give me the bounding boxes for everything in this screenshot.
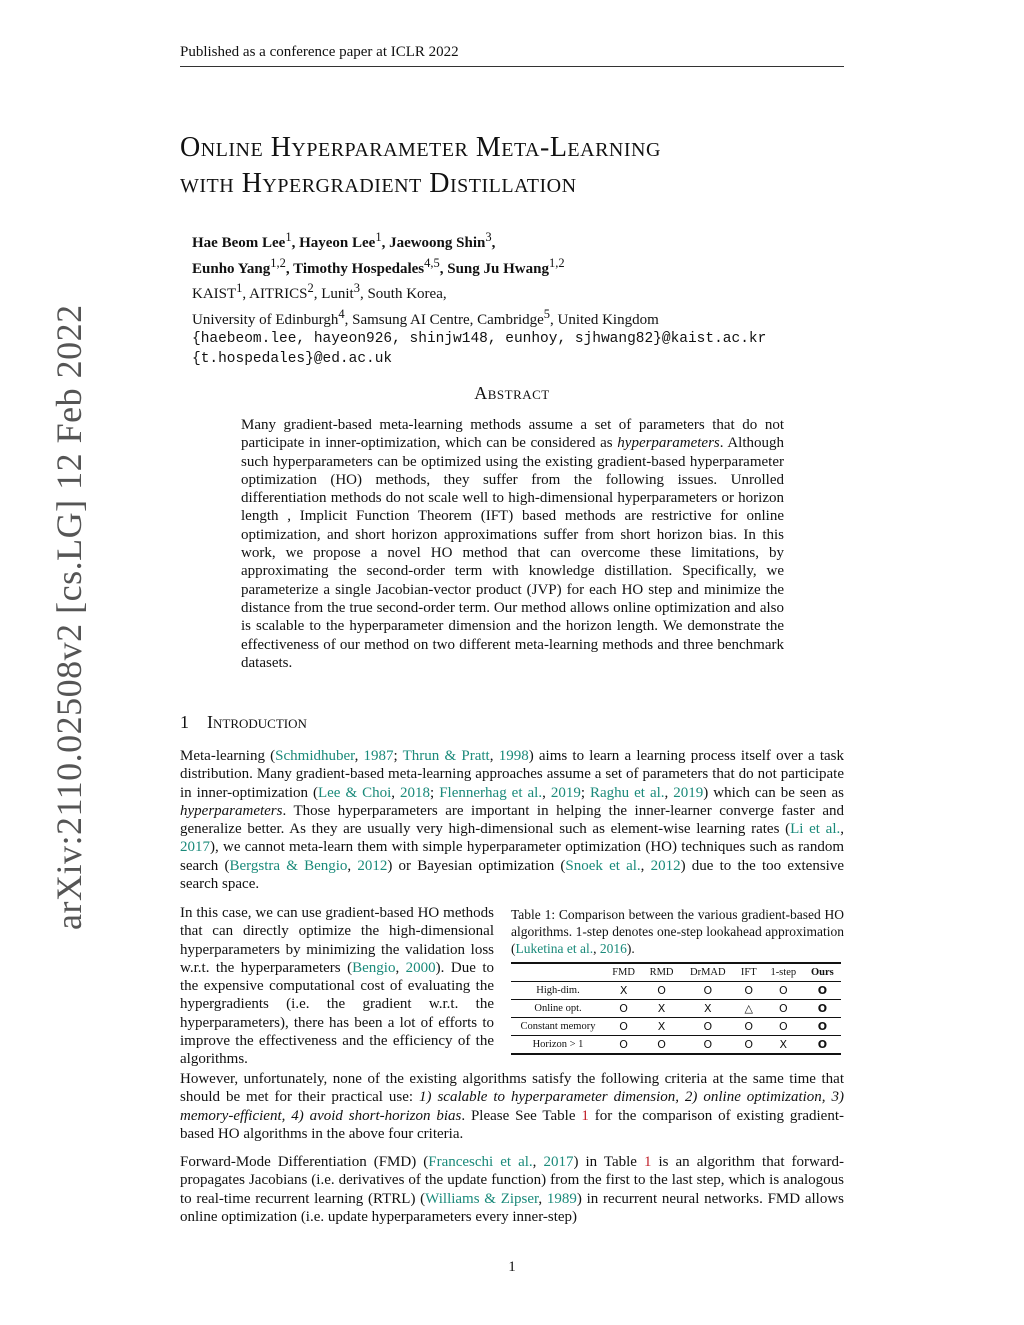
affiliation-line-1: KAIST$^1$, AITRICS$^2$, Lunit$^3$, South Korea, — [192, 281, 447, 302]
affiliation-location: United Kingdom — [557, 311, 659, 328]
citation-link[interactable]: Snoek et al. — [565, 857, 641, 874]
arxiv-stamp: arXiv:2110.02508v2 [cs.LG] 12 Feb 2022 — [49, 304, 89, 930]
author-sup: 1,2 — [548, 255, 565, 270]
table-row — [511, 1036, 841, 1055]
table-cell: X — [657, 1020, 666, 1033]
row-label: High-dim. — [536, 985, 580, 996]
citation-link[interactable]: Flennerhag et al. — [439, 784, 543, 801]
abstract-heading: Abstract — [474, 383, 550, 403]
table-cell: O — [703, 1038, 713, 1051]
citation-link[interactable]: 1998 — [498, 748, 529, 764]
section-heading — [180, 712, 307, 733]
section-number: 1 — [180, 712, 189, 732]
table-cell: O — [778, 1002, 788, 1015]
author-name: Timothy Hospedales — [293, 260, 425, 277]
abstract-part: Many gradient-based meta-learning methods assume a set of parameters that do not participate in inner-optimization, which can be considered as — [241, 417, 784, 452]
table-cell: O — [817, 1020, 828, 1033]
table-cell: O — [657, 984, 666, 997]
aff-sup: 5 — [543, 306, 551, 321]
section-title: Introduction — [207, 712, 307, 732]
citation-link[interactable]: 2019 — [673, 784, 704, 801]
table-cell: O — [744, 984, 754, 997]
citation-link[interactable]: Thrun & Pratt — [402, 748, 490, 764]
author-sup: 3 — [485, 230, 492, 244]
author-sup: 1,2 — [270, 255, 286, 270]
abstract-part: . Although such hyperparameters can be optimized using the existing gradient-based hyperparameter optimization (HO) methods, they suffer from the following issues. Unrolled differentiation methods do not scale well to high-dimensional hyperparameters or horizon length , Implicit Function Theorem (IFT) based methods are restrictive for online optimization, and short horizon approximations suffer from short horizon bias. In this work, we propose a novel HO method that can overcome these limitations, by approximating the second-order term with knowledge distillation. Specifically, we parameterize a single Jacobian-vector product (JVP) for each HO step and minimize the distance from the true second-order term. Our method allows online optimization and also is scalable to the hyperparameter dimension and the horizon length. We demonstrate the effectiveness of our method on two different meta-learning methods and three benchmark datasets. — [241, 435, 784, 671]
table-cell: O — [619, 1038, 628, 1051]
table-cell: O — [817, 1038, 828, 1051]
table-caption: Table 1: Comparison between the various gradient-based HO algorithms. 1-step denotes one-step lookahead approximation (Luketina et al., 2016). — [511, 907, 845, 956]
author-sup: 1 — [375, 230, 382, 244]
table-header-cell: FMD — [612, 967, 635, 978]
table-header-cell: 1-step — [770, 967, 797, 978]
citation-link[interactable]: Luketina et al. — [515, 941, 594, 956]
table-cell: X — [657, 1002, 666, 1015]
table-cell: O — [778, 984, 788, 997]
running-header: Published as a conference paper at ICLR 2022 — [180, 44, 459, 60]
author-name: Hayeon Lee — [299, 235, 376, 251]
affiliation-line-2: University of Edinburgh$^4$, Samsung AI Centre, Cambridge$^5$, United Kingdom — [192, 306, 659, 328]
citation-link[interactable]: 2000 — [405, 959, 436, 976]
table-cell: O — [744, 1038, 754, 1051]
email-line-1: {haebeom.lee, hayeon926, shinjw148, eunhoy, sjhwang82}@kaist.ac.kr — [192, 331, 767, 347]
intro-paragraph-1: Meta-learning (Schmidhuber, 1987; Thrun & Pratt, 1998) aims to learn a learning process itself over a task distribution. Many gradient-based meta-learning approaches assume a set of parameters that do not participate in inner-optimization (Lee & Choi, 2018; Flennerhag et al., 2019; Raghu et al., 2019) which can be seen as hyperparameters. Those hyperparameters are important in helping the inner-learner converge faster and generalize better. As they are usually very high-dimensional such as element-wise learning rates (Li et al., 2017), we cannot meta-learn them with simple hyperparameter optimization (HO) techniques such as random search (Bergstra & Bengio, 2012) or Bayesian optimization (Snoek et al., 2012) due to the too extensive search space. — [180, 748, 845, 893]
citation-link[interactable]: 1989 — [546, 1190, 577, 1207]
paper-title — [180, 130, 880, 202]
citation-link[interactable]: 2019 — [550, 784, 581, 801]
author-name: Jaewoong Shin — [389, 235, 486, 251]
affiliation: Samsung AI Centre, Cambridge — [352, 311, 544, 328]
table-header-row — [511, 963, 841, 982]
table-cell: O — [703, 1020, 713, 1033]
intro-paragraph-3: However, unfortunately, none of the existing algorithms satisfy the following criteria at the same time that should be met for their practical use: 1) scalable to hyperparameter dimension, 2) online optimization, 3) memory-efficient, 4) avoid short-horizon bias. Please See Table 1 for the comparison of existing gradient-based HO algorithms in the above four criteria. — [180, 1071, 844, 1142]
table-cell: O — [778, 1020, 788, 1033]
citation-link[interactable]: 1987 — [363, 748, 394, 764]
table-cell: O — [817, 984, 828, 997]
citation-link[interactable]: Franceschi et al. — [428, 1154, 533, 1170]
table-cell: X — [704, 1002, 712, 1015]
author-sup: 4,5 — [424, 255, 440, 270]
table-cell: O — [703, 984, 713, 997]
citation-link[interactable]: Bergstra & Bengio — [229, 857, 348, 874]
table-header-cell: Ours — [810, 967, 834, 978]
author-name: Hae Beom Lee — [192, 235, 286, 251]
header-rule — [180, 66, 844, 67]
table-header-cell: RMD — [649, 967, 674, 978]
table-cell: △ — [744, 1002, 753, 1015]
citation-link[interactable]: 2017 — [543, 1154, 574, 1170]
table-cell: O — [619, 1002, 628, 1015]
affiliation: Lunit — [321, 286, 354, 302]
table-cell: X — [619, 984, 628, 997]
author-name: Eunho Yang — [192, 260, 271, 277]
citation-link[interactable]: 2017 — [180, 839, 210, 856]
table-row — [511, 1000, 841, 1018]
aff-sup: 1 — [236, 281, 243, 295]
aff-sup: 3 — [353, 281, 360, 295]
table-cell: O — [619, 1020, 628, 1033]
citation-link[interactable]: 2018 — [400, 784, 431, 801]
citation-link[interactable]: Bengio — [352, 959, 396, 976]
author-line-2: Eunho Yang$^{1,2}$, Timothy Hospedales$^{4,5}$, Sung Ju Hwang$^{1,2}$ — [192, 255, 565, 277]
aff-sup: 4 — [338, 306, 345, 321]
table-row — [511, 982, 841, 1000]
affiliation-location: South Korea, — [367, 286, 447, 302]
intro-paragraph-4: Forward-Mode Differentiation (FMD) (Franceschi et al., 2017) in Table 1 is an algorithm that forward-propagates Jacobians (i.e. derivatives of the update function) from the first to the last step, which is analogous to real-time recurrent learning (RTRL) (Williams & Zipser, 1989) in recurrent neural networks. FMD allows online optimization (i.e. update hyperparameters every inner-step) — [180, 1154, 845, 1225]
table-cell: O — [817, 1002, 828, 1015]
caption-label: Table 1: — [511, 907, 556, 922]
citation-link[interactable]: 2016 — [599, 941, 627, 956]
citation-link[interactable]: Lee & Choi — [317, 784, 392, 801]
author-name: Sung Ju Hwang — [447, 260, 549, 277]
page-number: 1 — [508, 1259, 516, 1275]
table-row — [511, 1018, 841, 1036]
affiliation: AITRICS — [249, 286, 308, 302]
citation-link[interactable]: Li et al. — [790, 821, 841, 838]
citation-link[interactable]: 2012 — [650, 857, 681, 874]
affiliation: KAIST — [192, 286, 237, 302]
row-label: Online opt. — [534, 1003, 582, 1014]
table-cell: O — [744, 1020, 754, 1033]
table-ref-link[interactable]: 1 — [643, 1154, 652, 1170]
table-header-cell — [511, 963, 605, 982]
table-ref-link[interactable]: 1 — [581, 1107, 589, 1124]
table-cell: O — [657, 1038, 666, 1051]
row-label: Constant memory — [520, 1021, 596, 1032]
author-sup: 1 — [285, 230, 292, 244]
row-label: Horizon > 1 — [532, 1039, 584, 1050]
citation-link[interactable]: Raghu et al. — [590, 784, 665, 801]
citation-link[interactable]: Williams & Zipser — [425, 1190, 539, 1207]
table-header-cell: IFT — [740, 967, 757, 978]
table-cell: X — [779, 1038, 788, 1051]
citation-link[interactable]: Schmidhuber — [275, 748, 355, 764]
abstract-text — [241, 416, 784, 672]
abstract-emphasis: hyperparameters — [617, 435, 720, 452]
table-header-cell: DrMAD — [689, 967, 726, 978]
aff-sup: 2 — [307, 281, 314, 295]
title-line-1: Online Hyperparameter Meta-Learning — [180, 132, 661, 163]
author-line-1: Hae Beom Lee$^1$, Hayeon Lee$^1$, Jaewoong Shin$^3$, — [192, 230, 496, 251]
comparison-table — [511, 962, 841, 1055]
affiliation: University of Edinburgh — [192, 311, 339, 328]
citation-link[interactable]: 2012 — [357, 857, 388, 874]
author-block — [192, 228, 872, 369]
intro-paragraph-2: In this case, we can use gradient-based HO methods that can directly optimize the high-dimensional hyperparameters by minimizing the validation loss w.r.t. the hyperparameters (Bengio, 2000). Due to the expensive computational cost of evaluating the hypergradients (i.e. the gradient w.r.t. the hyperparameters), there has been a lot of efforts to improve the effectiveness and the efficiency of the algorithms. — [180, 905, 495, 1068]
email-line-2: {t.hospedales}@ed.ac.uk — [192, 350, 393, 367]
title-line-2: with Hypergradient Distillation — [180, 168, 577, 199]
